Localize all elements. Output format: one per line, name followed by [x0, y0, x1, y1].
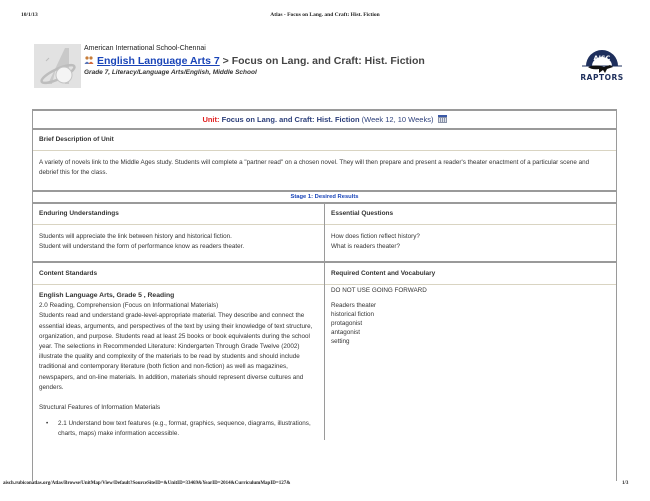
- understanding-item: Students will appreciate the link between history and historical fiction.: [39, 233, 232, 240]
- standard-description: Students read and understand grade-level-appropriate material. They describe and connect the essential ideas, arguments, and perspectives of the text by using their knowledge of text structure, organization, and purpose. Students read at least 25 books or book equivalents during the school year. The selections in Recommended Literature: Kindergarten Through Grade Twelve (2002) illustrate the quality and complexity of the materials to be read by students and should include traditional and contemporary literature (both fiction and non-fiction) as well as magazines, newspapers, and on-line materials. In addition, materials should represent diverse cultures and genders.: [39, 312, 313, 391]
- logo-arc-text: AISC: [593, 54, 611, 62]
- unit-name: Focus on Lang. and Craft: Hist. Fiction: [221, 115, 360, 124]
- enduring-understandings-body: [33, 225, 324, 263]
- question-item: What is readers theater?: [331, 242, 400, 250]
- unit-document: [32, 109, 617, 481]
- content-standards-heading: Content Standards: [33, 263, 324, 285]
- atlas-logo-icon: [34, 44, 81, 88]
- breadcrumb: [84, 54, 564, 68]
- standard-bullets: [39, 419, 318, 439]
- brief-description-heading: Brief Description of Unit: [33, 130, 616, 151]
- unit-label: Unit:: [202, 115, 220, 124]
- essential-questions-body: [325, 225, 616, 263]
- standard-subheading: Structural Features of Information Materials: [39, 404, 161, 412]
- standard-bullet: • 2.1 Understand bow text features (e.g., format, graphics, sequence, diagrams, illustrations, charts, maps) make information accessible.: [46, 419, 318, 439]
- question-item: How does fiction reflect history?: [331, 233, 420, 240]
- enduring-understandings-heading: Enduring Understandings: [33, 204, 324, 225]
- understanding-item: Student will understand the form of performance know as readers theater.: [39, 242, 245, 250]
- course-link[interactable]: English Language Arts 7: [97, 55, 220, 67]
- calendar-icon[interactable]: [438, 115, 447, 123]
- required-content-note: DO NOT USE GOING FORWARD: [331, 287, 427, 294]
- unit-title: Focus on Lang. and Craft: Hist. Fiction: [231, 55, 425, 67]
- grade-info: Grade 7, Literacy/Language Arts/English, Middle School: [84, 69, 257, 76]
- print-header: [0, 12, 650, 24]
- standard-title: English Language Arts, Grade 5 , Reading: [39, 292, 175, 299]
- people-icon: [84, 56, 94, 64]
- content-standards-body: [33, 285, 324, 440]
- unit-weeks: (Week 12, 10 Weeks): [361, 115, 434, 124]
- vocabulary-item: antagonist: [331, 329, 361, 336]
- raptors-logo-icon: [580, 46, 624, 86]
- essential-questions-heading: Essential Questions: [325, 204, 616, 225]
- print-url: aisch.rubiconatlas.org/Atlas/Browse/UnitMap/View/Default?SourceSiteID=&UnitID=33469&YearID=2014&CurriculumMapID=127&: [3, 481, 291, 486]
- school-name: American International School-Chennai: [84, 45, 206, 52]
- content-standards: [33, 263, 325, 440]
- unit-title-row: [33, 111, 616, 130]
- print-page-title: Atlas - Focus on Lang. and Craft: Hist. Fiction: [270, 12, 380, 18]
- vocabulary-item: Readers theater: [331, 302, 377, 309]
- breadcrumb-separator: >: [219, 55, 232, 67]
- stage-heading: Stage 1: Desired Results: [33, 192, 616, 204]
- print-date: 10/1/13: [21, 12, 38, 18]
- vocabulary-item: protagonist: [331, 320, 363, 327]
- standards-vocabulary-row: [33, 263, 616, 440]
- logo-text: RAPTORS: [580, 73, 624, 82]
- vocabulary-item: historical fiction: [331, 311, 375, 318]
- brief-description-text: A variety of novels link to the Middle Ages study. Students will complete a "partner read" on a chosen novel. They will then prepare and present a reader's theater enactment of a particular scene and debrief this for the class.: [33, 151, 616, 192]
- required-content-body: [325, 285, 616, 346]
- standard-strand: 2.0 Reading, Comprehension (Focus on Informational Materials): [39, 302, 219, 310]
- required-content-heading: Required Content and Vocabulary: [325, 263, 616, 285]
- page-header: [84, 44, 564, 78]
- essential-questions: [325, 204, 616, 263]
- vocabulary-item: setting: [331, 338, 350, 345]
- print-page-number: 1/3: [622, 481, 629, 486]
- required-content: [325, 263, 616, 440]
- understandings-questions-row: [33, 204, 616, 263]
- enduring-understandings: [33, 204, 325, 263]
